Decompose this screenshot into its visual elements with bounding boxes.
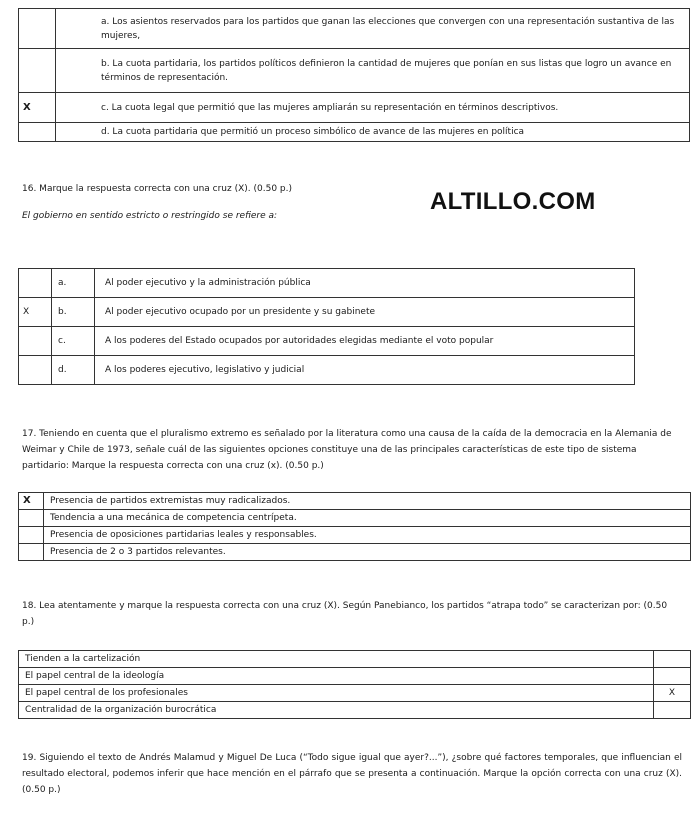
option-text: Tendencia a una mecánica de competencia centrípeta. — [44, 510, 691, 527]
answer-mark-cell[interactable] — [19, 356, 52, 385]
table-row — [19, 702, 691, 719]
answer-mark-cell[interactable] — [19, 9, 56, 49]
answer-mark-cell[interactable] — [19, 269, 52, 298]
option-text: Tienden a la cartelización — [19, 651, 654, 668]
table-row — [19, 356, 635, 385]
answer-mark-cell[interactable] — [19, 49, 56, 93]
table-row — [19, 668, 691, 685]
answer-mark-cell[interactable] — [19, 527, 44, 544]
table-row — [19, 685, 691, 702]
table-row — [19, 493, 691, 510]
option-text: Presencia de 2 o 3 partidos relevantes. — [44, 544, 691, 561]
question-17-text: 17. Teniendo en cuenta que el pluralismo extremo es señalado por la literatura como una causa de la caída de la democracia en la Alemania de Weimar y Chile de 1973, señale cuál de las siguientes opciones constituye una de las principales características de este tipo de sistema partidario: Marque la respuesta correcta con una cruz (x). (0.50 p.) — [22, 429, 672, 471]
q17-options-table — [18, 492, 691, 561]
option-text: A los poderes ejecutivo, legislativo y judicial — [95, 356, 635, 385]
table-row — [19, 327, 635, 356]
answer-mark-cell[interactable] — [19, 544, 44, 561]
table-row — [19, 544, 691, 561]
question-16-stem: El gobierno en sentido estricto o restringido se refiere a: — [22, 211, 278, 221]
table-row — [19, 510, 691, 527]
answer-mark-cell[interactable] — [654, 702, 691, 719]
option-text: Centralidad de la organización burocrática — [19, 702, 654, 719]
answer-mark-cell[interactable] — [19, 123, 56, 142]
option-text: Al poder ejecutivo y la administración pública — [95, 269, 635, 298]
table-row — [19, 269, 635, 298]
option-letter: c. — [52, 327, 95, 356]
table-row — [19, 9, 690, 49]
option-text: b. La cuota partidaria, los partidos políticos definieron la cantidad de mujeres que ponían en sus listas que logro un avance en términos de representación. — [56, 49, 690, 93]
answer-mark-cell[interactable] — [654, 651, 691, 668]
table-row — [19, 49, 690, 93]
option-letter: a. — [52, 269, 95, 298]
answer-mark-cell[interactable]: X — [654, 685, 691, 702]
option-text: El papel central de la ideología — [19, 668, 654, 685]
answer-mark-cell[interactable]: X — [19, 93, 56, 123]
option-text: A los poderes del Estado ocupados por autoridades elegidas mediante el voto popular — [95, 327, 635, 356]
question-19-text: 19. Siguiendo el texto de Andrés Malamud y Miguel De Luca (“Todo sigue igual que ayer?...”), ¿sobre qué factores temporales, que influencian el resultado electoral, podemos inferir que hace mención en el párrafo que se presenta a continuación. Marque la opción correcta con una cruz (X). (0.50 p.) — [22, 753, 682, 795]
answer-mark-cell[interactable] — [654, 668, 691, 685]
answer-mark-cell[interactable] — [19, 510, 44, 527]
q18-options-table — [18, 650, 691, 719]
table-row — [19, 651, 691, 668]
q16-options-table — [18, 268, 635, 385]
watermark-logo: ALTILLO.COM — [430, 188, 596, 215]
answer-mark-cell[interactable] — [19, 327, 52, 356]
option-text: El papel central de los profesionales — [19, 685, 654, 702]
option-letter: d. — [52, 356, 95, 385]
option-text: Al poder ejecutivo ocupado por un presidente y su gabinete — [95, 298, 635, 327]
option-text: c. La cuota legal que permitió que las mujeres ampliarán su representación en términos descriptivos. — [56, 93, 690, 123]
option-text: a. Los asientos reservados para los partidos que ganan las elecciones que convergen con una representación sustantiva de las mujeres, — [56, 9, 690, 49]
q15-options-table — [18, 8, 690, 142]
option-text: Presencia de partidos extremistas muy radicalizados. — [44, 493, 691, 510]
answer-mark-cell[interactable]: X — [19, 493, 44, 510]
table-row — [19, 298, 635, 327]
question-16-text: 16. Marque la respuesta correcta con una cruz (X). (0.50 p.) — [22, 184, 292, 194]
table-row — [19, 123, 690, 142]
option-text: d. La cuota partidaria que permitió un proceso simbólico de avance de las mujeres en política — [56, 123, 690, 142]
option-text: Presencia de oposiciones partidarias leales y responsables. — [44, 527, 691, 544]
option-letter: b. — [52, 298, 95, 327]
answer-mark-cell[interactable]: X — [19, 298, 52, 327]
table-row — [19, 93, 690, 123]
table-row — [19, 527, 691, 544]
question-18-text: 18. Lea atentamente y marque la respuesta correcta con una cruz (X). Según Panebianco, los partidos “atrapa todo” se caracterizan por: (0.50 p.) — [22, 601, 668, 627]
